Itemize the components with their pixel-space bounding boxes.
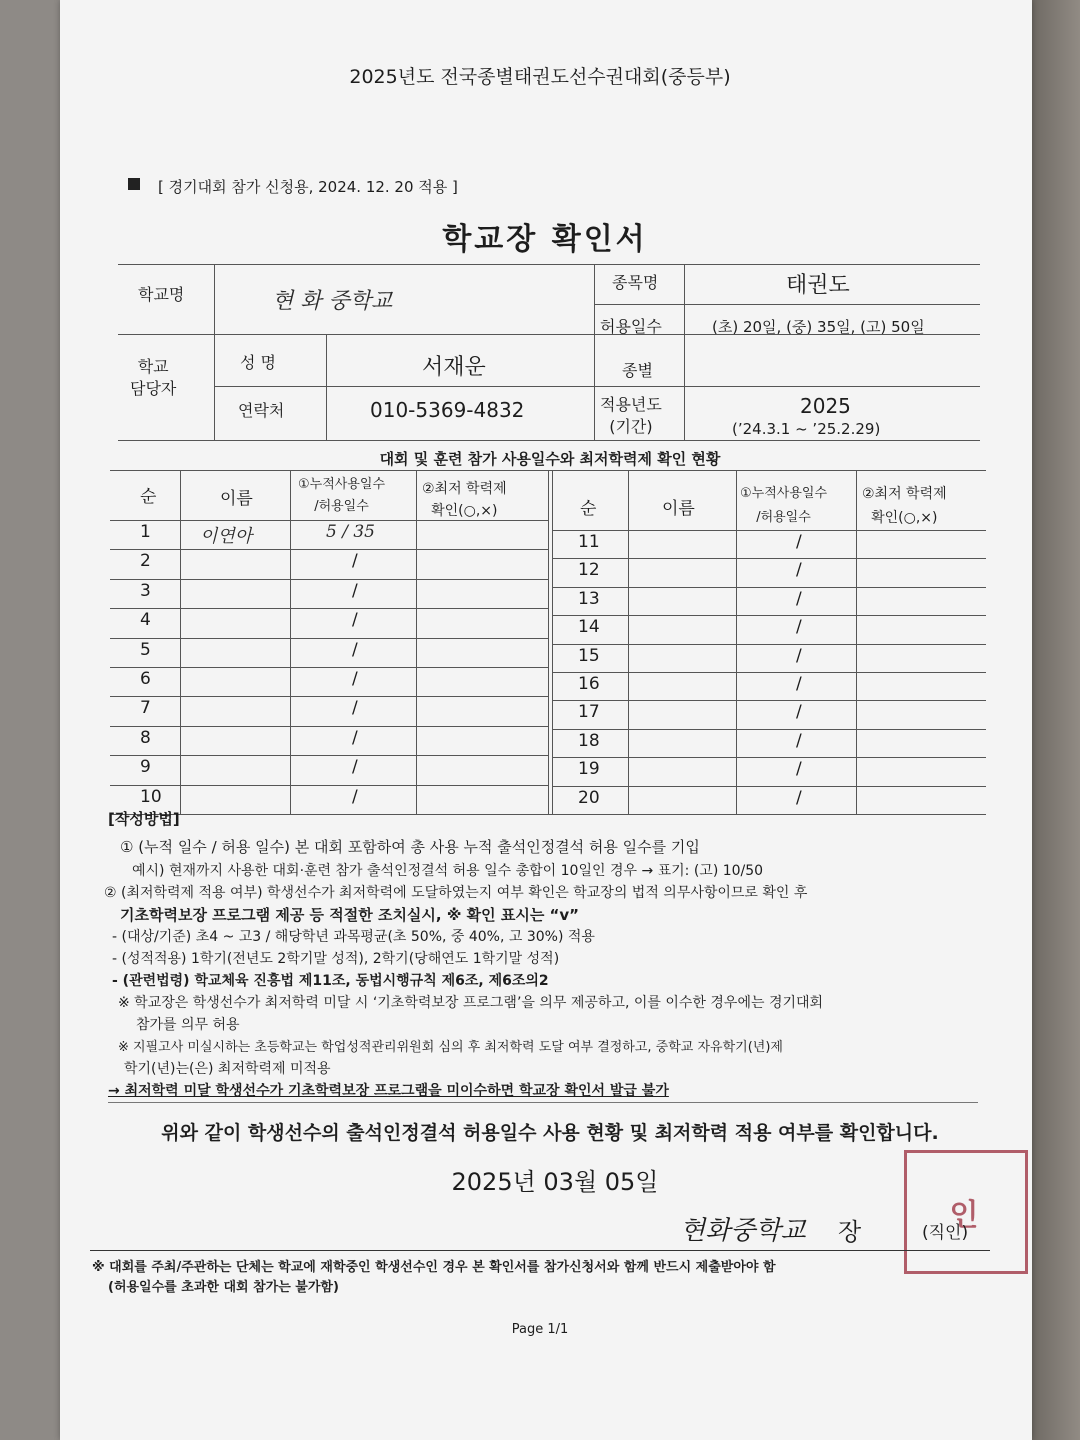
row-number: 1 (140, 522, 151, 542)
row-number: 15 (578, 645, 600, 666)
year-period: (’24.3.1 ~ ’25.2.29) (732, 420, 881, 438)
apply-note: [ 경기대회 참가 신청용, 2024. 12. 20 적용 ] (158, 178, 458, 196)
row-number: 14 (578, 617, 600, 638)
row-days: / (796, 617, 802, 638)
row-number: 18 (578, 730, 600, 751)
footer-note-2: (허용일수를 초과한 대회 참가는 불가함) (108, 1280, 339, 1295)
col-min-left: ②최저 학력제 확인(○,×) (422, 481, 507, 519)
row-days: / (796, 759, 802, 780)
row-days: / (352, 698, 358, 719)
row-number: 8 (140, 727, 151, 748)
footer-note-1: ※ 대회를 주최/주관하는 단체는 학교에 재학중인 학생선수인 경우 본 확인서를 참가신청서와 함께 반드시 제출받아야 함 (92, 1260, 776, 1275)
seal-mark: 인 (949, 1198, 983, 1233)
row-number: 16 (578, 674, 600, 694)
row-days: / (796, 787, 802, 808)
row-name: 이연아 (200, 526, 253, 547)
row-number: 10 (140, 786, 162, 807)
row-number: 13 (578, 588, 600, 609)
row-days: / (352, 757, 358, 778)
page-number: Page 1/1 (511, 1322, 569, 1337)
row-days: / (352, 580, 358, 601)
table-title: 대회 및 훈련 참가 사용일수와 최저학력제 확인 현황 (379, 450, 721, 468)
col-name-left: 이름 (220, 489, 253, 509)
year-value: 2025 (800, 394, 851, 418)
row-days: 5 / 35 (326, 522, 375, 542)
row-number: 9 (140, 757, 151, 778)
row-days: / (796, 730, 802, 751)
manager-name: 서재운 (422, 355, 486, 380)
row-days: / (796, 645, 802, 666)
note-4: - (성적적용) 1학기(전년도 2학기말 성적), 2학기(당해연도 1학기말 성적) (112, 951, 560, 967)
allow-days-label: 허용일수 (600, 317, 662, 336)
school-name-handwritten: 현 화 중학교 (272, 289, 393, 314)
row-number: 3 (140, 580, 151, 601)
note-7: ※ 지필고사 미실시하는 초등학교는 학업성적관리위원회 심의 후 최저학력 도달 여부 결정하고, 중학교 자유학기(년)제 (118, 1040, 783, 1055)
name-label: 성 명 (240, 353, 276, 372)
row-days: / (352, 639, 358, 660)
row-days: / (352, 610, 358, 631)
note-6b: 참가를 의무 허용 (136, 1017, 240, 1033)
event-title: 2025년도 전국종별태권도선수권대회(중등부) (349, 66, 731, 88)
row-number: 20 (578, 787, 600, 808)
contact-label: 연락처 (238, 401, 285, 420)
principal-signature: 현화중학교 (680, 1216, 806, 1246)
school-label: 학교명 (138, 285, 185, 304)
note-6: ※ 학교장은 학생선수가 최저학력 미달 시 ‘기초학력보장 프로그램’을 의무 제공하고, 이를 이수한 경우에는 경기대회 (118, 995, 824, 1011)
col-days-left: ①누적사용일수 /허용일수 (298, 477, 386, 514)
row-days: / (352, 786, 358, 807)
row-days: / (352, 669, 358, 689)
col-no-left: 순 (140, 487, 157, 507)
row-days: / (352, 551, 358, 572)
row-days: / (796, 588, 802, 609)
col-days-right: ①누적사용일수 /허용일수 (740, 486, 828, 525)
note-7b: 학기(년)는(은) 최저학력제 미적용 (124, 1061, 331, 1077)
row-number: 4 (140, 610, 151, 631)
col-min-right: ②최저 학력제 확인(○,×) (862, 486, 947, 526)
allow-days-value: (초) 20일, (중) 35일, (고) 50일 (712, 318, 925, 336)
note-5: - (관련법령) 학교체육 진흥법 제11조, 동법시행규칙 제6조, 제6조의2 (112, 973, 549, 989)
principal-title: 장 (838, 1218, 862, 1246)
row-number: 2 (140, 551, 151, 572)
document-title: 학교장 확인서 (442, 222, 648, 257)
note-1b: 예시) 현재까지 사용한 대회·훈련 참가 출석인정결석 허용 일수 총합이 10일인 경우 → 표기: (고) 10/50 (132, 863, 764, 879)
row-number: 5 (140, 639, 151, 660)
note-1: ① (누적 일수 / 허용 일수) 본 대회 포함하여 총 사용 누적 출석인정결석 허용 일수를 기입 (120, 838, 700, 856)
notes-heading: [작성방법] (108, 810, 180, 828)
note-2: ② (최저학력제 적용 여부) 학생선수가 최저학력에 도달하였는지 여부 확인은 학교장의 법적 의무사항이므로 확인 후 (104, 885, 808, 901)
row-days: / (796, 674, 802, 694)
row-number: 7 (140, 698, 151, 719)
sport-value: 태권도 (786, 273, 850, 298)
type-label: 종별 (622, 361, 653, 380)
note-3: - (대상/기준) 초4 ~ 고3 / 해당학년 과목평균(초 50%, 중 40%, 고 30%) 적용 (112, 929, 595, 945)
col-name-right: 이름 (662, 499, 695, 519)
contact-value: 010-5369-4832 (370, 398, 525, 422)
seal-text: (직인) (922, 1223, 969, 1243)
manager-label: 학교 담당자 (130, 357, 177, 398)
note-2b: 기초학력보장 프로그램 제공 등 적절한 조치실시, ※ 확인 표시는 “v” (120, 906, 580, 924)
row-number: 19 (578, 759, 600, 780)
sport-label: 종목명 (612, 273, 659, 292)
issue-date: 2025년 03월 05일 (451, 1168, 659, 1196)
official-seal (904, 1150, 1028, 1274)
col-no-right: 순 (580, 499, 597, 519)
note-8: → 최저학력 미달 학생선수가 기초학력보장 프로그램을 미이수하면 학교장 확인서 발급 불가 (108, 1083, 669, 1099)
square-bullet-icon (128, 178, 140, 190)
row-number: 17 (578, 702, 600, 723)
row-days: / (796, 560, 802, 581)
row-number: 11 (578, 532, 600, 552)
row-days: / (352, 727, 358, 748)
row-days: / (796, 532, 802, 552)
year-label: 적용년도 (기간) (600, 395, 662, 436)
confirm-statement: 위와 같이 학생선수의 출석인정결석 허용일수 사용 현황 및 최저학력 적용 여부를 확인합니다. (161, 1122, 939, 1144)
row-days: / (796, 702, 802, 723)
row-number: 6 (140, 669, 151, 689)
row-number: 12 (578, 560, 600, 581)
